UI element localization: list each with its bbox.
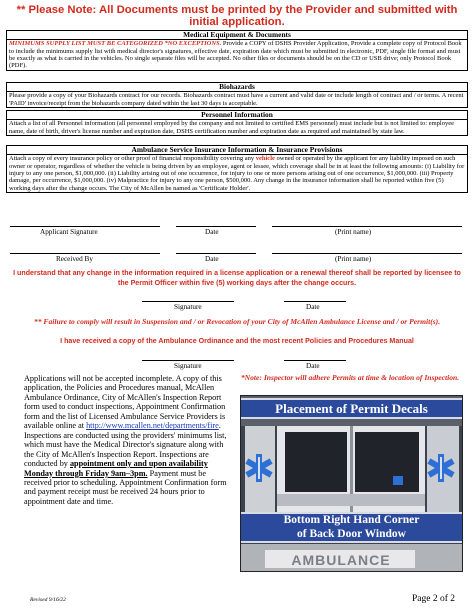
corner-banner xyxy=(241,512,462,543)
instructions-text: Payment must be received prior to scheduling. Appointment Confirmation form and payment receipt must be received 24 hours prior to appointment date and time. xyxy=(24,468,227,506)
header-notice: ** Please Note: All Documents must be printed by the Provider and submitted with initial application. xyxy=(16,4,458,28)
insurance-vehicle-word: vehicle xyxy=(255,155,275,163)
ambulance-rear-illustration xyxy=(241,396,462,571)
banner-line: Bottom Right Hand Corner xyxy=(283,514,420,526)
date-label: Date xyxy=(205,228,219,236)
section-title: Personnel Information xyxy=(7,111,467,120)
section-body xyxy=(7,40,467,70)
date-label: Date xyxy=(306,303,320,311)
medical-body-text: Provide a COPY of DSHS Provider Application, Provide a complete copy of Protocol Book to include the minimums supply list with medical director's signatures, effective date, expiration date which must be submitted in electronic, PDF, single file format and must be exactly as what is carried in the vehicles. No single separate files will be accepted. No other files or documents should be on the CD or USB drive; only Protocol Book (PDF). xyxy=(9,40,462,70)
application-instructions xyxy=(24,374,234,506)
section-biohazards xyxy=(6,82,468,108)
section-personnel xyxy=(6,110,468,136)
failure-notice: ** Failure to comply will result in Suspension and / or Revocation of your City of McAllen Ambulance License and / or Permit(s). xyxy=(33,317,441,326)
revised-date: Revised 9/16/22 xyxy=(30,597,66,603)
date-label: Date xyxy=(205,255,219,263)
section-body: Attach a list of all Personnel information (all personnel employed by the company and not limited to certified EMS personnel) must include but is not limited to: employee name, date of birth, driver's license number and expiration date, DSHS certification number and expiration date as required and maintained by state law. xyxy=(9,120,454,135)
signature-line[interactable] xyxy=(142,360,234,361)
print-name-label: (Print name) xyxy=(335,255,372,263)
inspector-note: *Note: Inspector will adhere Permits at time & location of Inspection. xyxy=(240,373,460,382)
mcallen-fire-link[interactable]: http://www.mcallen.net/departments/fire xyxy=(86,421,219,431)
signature-line[interactable] xyxy=(142,301,234,302)
insurance-text-pre: Attach a copy of every insurance policy or other proof of financial responsibility covering any xyxy=(9,155,256,163)
ambulance-decal-photo xyxy=(240,395,463,572)
date-label: Date xyxy=(306,362,320,370)
instructions-text: . Inspections are conducted using the providers' minimums list, which must have the Medical Director's signature along with the City of McAllen's Inspection Report. Inspections are conducted by xyxy=(24,421,227,469)
signature-line[interactable] xyxy=(10,226,160,227)
minimums-warning: MINIMUMS SUPPLY LIST MUST BE CATEGORIZED *NO EXCEPTIONS. xyxy=(9,40,222,48)
section-title: Medical Equipment & Documents xyxy=(7,31,467,40)
ambulance-lettering: AMBULANCE xyxy=(291,552,391,568)
date-line[interactable] xyxy=(176,253,256,254)
insurance-text-post: owned or operated by the applicant for any liability imposed on such owner or operator, regardless of whether the vehicle is being driven by an employee, agent or lessee, which coverage shall be in at least the following amounts: (i) Liability for injury to any one person, $1,000,000. (ii) Liability arising out of one occurrence, for injury to one or more persons arising out of one occurrence, $1,000,000. (iii) Property damage, per occurrence, $1,000,000. (iv) Malpractice for injury to any one person, $500,000. Any change in the insurance information shall be reported within five (5) working days after the change occurs. The City of McAllen be named as 'Certificate Holder'. xyxy=(9,155,465,192)
date-line[interactable] xyxy=(284,360,346,361)
banner-line: of Back Door Window xyxy=(297,527,406,540)
placement-banner: Placement of Permit Decals xyxy=(241,398,462,419)
section-body: Please provide a copy of your Biohazards contract for our records. Biohazards contract must have a current and valid date or include length of contract and / or terms. A recent 'PAID' invoice/receipt from the biohazards company dated within the last 30 days is acceptable. xyxy=(9,92,464,107)
section-medical xyxy=(6,30,468,71)
received-copy-notice: I have received a copy of the Ambulance Ordinance and the most recent Policies and Procedures Manual xyxy=(60,337,414,345)
print-name-label: (Print name) xyxy=(335,228,372,236)
section-body xyxy=(7,155,467,192)
print-name-line[interactable] xyxy=(272,253,462,254)
print-name-line[interactable] xyxy=(272,226,462,227)
date-line[interactable] xyxy=(284,301,346,302)
received-by-label: Received By xyxy=(56,255,93,263)
signature-line[interactable] xyxy=(10,253,160,254)
applicant-signature-label: Applicant Signature xyxy=(40,228,98,236)
section-title: Biohazards xyxy=(7,83,467,92)
appointment-availability: appointment only and upon availability Monday through Friday 9am–3pm. xyxy=(24,459,208,478)
signature-label: Signature xyxy=(174,303,202,311)
section-insurance xyxy=(6,145,468,193)
instructions-text: Applications will not be accepted incomplete. A copy of this application, the Policies and Procedures manual, McAllen Ambulance Ordinance, City of McAllen's Inspection Report form used to conduct inspections, Appointment Confirmation form and the list of Licensed Ambulance Service Providers is available online at xyxy=(24,374,226,431)
page-number: Page 2 of 2 xyxy=(412,594,456,604)
date-line[interactable] xyxy=(176,226,256,227)
license-change-notice: I understand that any change in the information required in a license application or a renewal thereof shall be reported by licensee to the Permit Officer within five (5) working days after the change occurs. xyxy=(13,269,461,287)
section-title: Ambulance Service Insurance Information & Insurance Provisions xyxy=(7,146,467,155)
signature-label: Signature xyxy=(174,362,202,370)
